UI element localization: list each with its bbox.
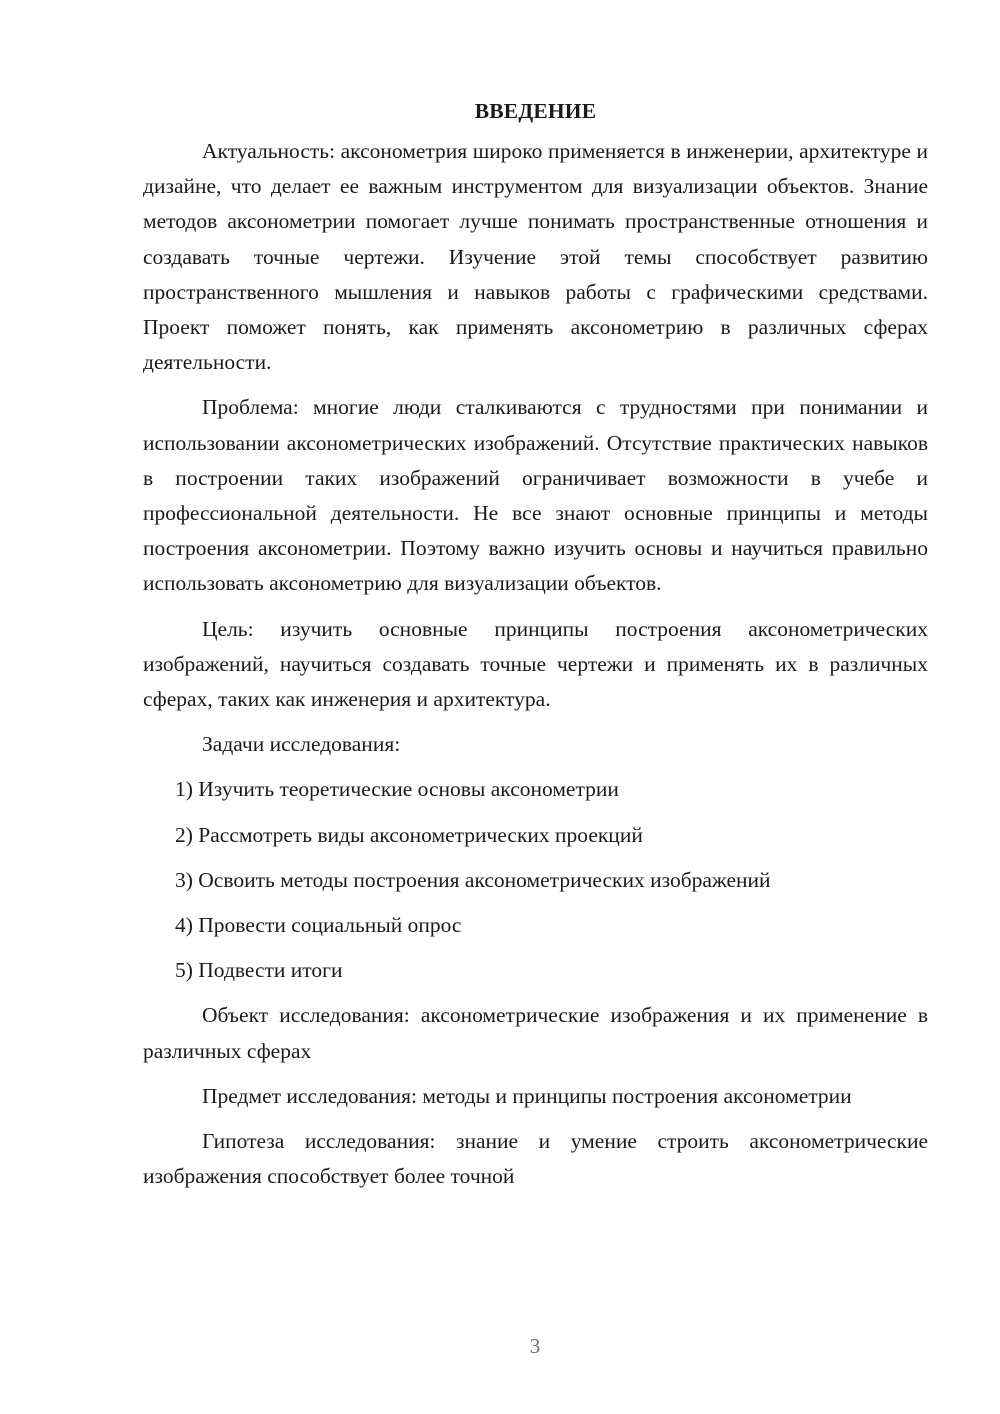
goal-paragraph: Цель: изучить основные принципы построения аксонометрических изображений, научиться создавать точные чертежи и применять их в различных сферах, таких как инженерия и архитектура.: [143, 616, 928, 712]
list-item: 5) Подвести итоги: [175, 958, 343, 983]
object-paragraph: Объект исследования: аксонометрические изображения и их применение в различных сферах: [143, 1003, 928, 1063]
page-number: 3: [529, 1334, 541, 1358]
tasks-heading: Задачи исследования:: [202, 732, 401, 757]
list-item: 4) Провести социальный опрос: [175, 913, 462, 938]
hypothesis-paragraph: Гипотеза исследования: знание и умение строить аксонометрические изображения способствует более точной: [143, 1129, 928, 1189]
problem-paragraph: Проблема: многие люди сталкиваются с трудностями при понимании и использовании аксонометрических изображений. Отсутствие практических навыков в построении таких изображений ограничивает возможности в учебе и профессиональной деятельности. Не все знают основные принципы и методы построения аксонометрии. Поэтому важно изучить основы и научиться правильно использовать аксонометрию для визуализации объектов.: [143, 395, 928, 596]
page-title: ВВЕДЕНИЕ: [474, 99, 597, 123]
list-item: 3) Освоить методы построения аксонометрических изображений: [175, 867, 771, 892]
list-item: 1) Изучить теоретические основы аксонометрии: [175, 777, 619, 802]
relevance-paragraph: Актуальность: аксонометрия широко применяется в инженерии, архитектуре и дизайне, что делает ее важным инструментом для визуализации объектов. Знание методов аксонометрии помогает лучше понимать пространственные отношения и создавать точные чертежи. Изучение этой темы способствует развитию пространственного мышления и навыков работы с графическими средствами. Проект поможет понять, как применять аксонометрию в различных сферах деятельности.: [143, 139, 928, 375]
subject-paragraph: Предмет исследования: методы и принципы построения аксонометрии: [202, 1083, 852, 1108]
tasks-list: [143, 772, 928, 988]
page-content: [143, 96, 928, 1204]
list-item: 2) Рассмотреть виды аксонометрических проекций: [175, 822, 643, 847]
